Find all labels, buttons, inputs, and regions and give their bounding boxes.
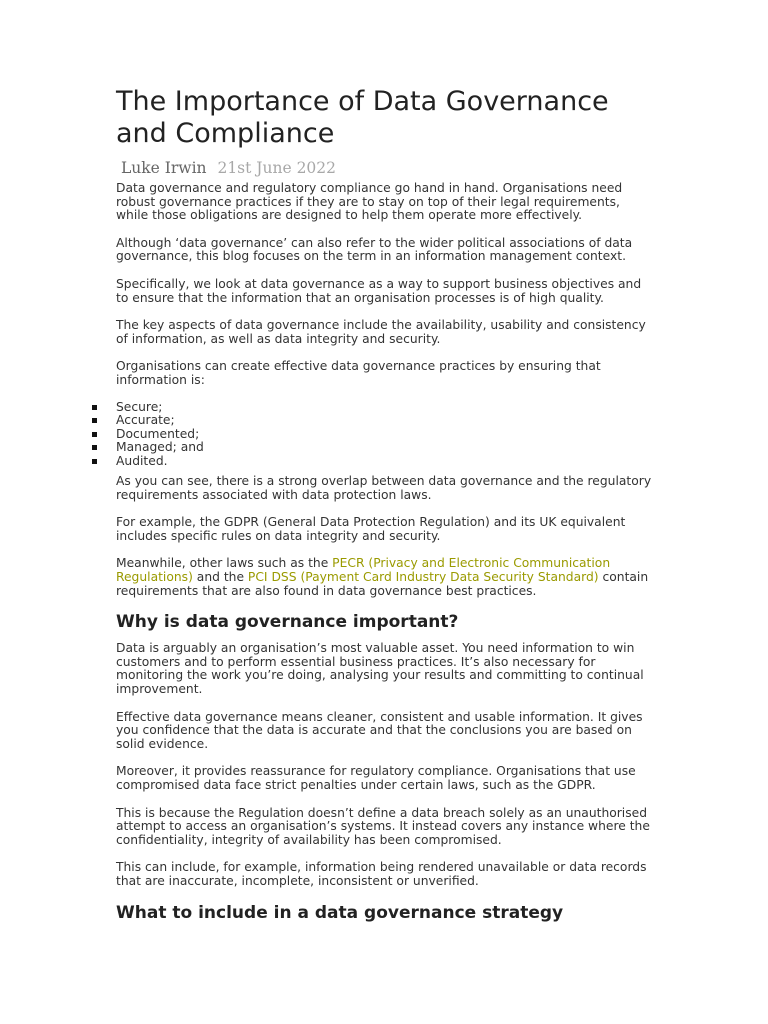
paragraph: Moreover, it provides reassurance for regulatory compliance. Organisations that use compromised data face strict penalties under certain laws, such as the GDPR. [116,764,636,792]
square-bullet-icon [92,445,97,450]
laws-paragraph [116,557,656,598]
article-title: The Importance of Data Governance and Compliance [116,86,609,149]
paragraph: Data is arguably an organisation’s most valuable asset. You need information to win customers and to perform essential business practices. It’s also necessary for monitoring the work you’re doing, analysing your results and committing to continual improvement. [116,641,644,696]
author-name[interactable]: Luke Irwin [121,159,207,177]
paragraph: As you can see, there is a strong overlap between data governance and the regulatory requirements associated with data protection laws. [116,474,652,502]
paragraph: This is because the Regulation doesn’t define a data breach solely as an unauthorised attempt to access an organisation’s systems. It instead covers any instance where the confidentiality, integrity of availability has been compromised. [116,805,650,847]
paragraph: For example, the GDPR (General Data Protection Regulation) and its UK equivalent includes specific rules on data integrity and security. [116,515,626,543]
list-item-text: Managed; and [116,440,204,455]
paragraph: Organisations can create effective data governance practices by ensuring that information is: [116,359,601,387]
paragraph: Data governance and regulatory compliance go hand in hand. Organisations need robust governance practices if they are to stay on top of their legal requirements, while those obligations are designed to help them operate more effectively. [116,181,623,223]
laws-text-prefix: Meanwhile, other laws such as the [116,556,333,571]
list-item [90,455,656,469]
article-meta [116,159,656,177]
article [116,86,656,933]
paragraph: Effective data governance means cleaner, consistent and usable information. It gives you confidence that the data is accurate and that the conclusions you are based on solid evidence. [116,709,643,751]
list-item-text: Audited. [116,453,168,468]
paragraph: Specifically, we look at data governance as a way to support business objectives and to ensure that the information that an organisation processes is of high quality. [116,276,642,305]
list-item-text: Secure; [116,399,163,414]
list-item [90,428,656,442]
paragraph: The key aspects of data governance include the availability, usability and consistency of information, as well as data integrity and security. [116,318,646,346]
paragraph: Although ‘data governance’ can also refer to the wider political associations of data governance, this blog focuses on the term in an information management context. [116,235,633,264]
section-heading: Why is data governance important? [116,612,459,633]
pecr-link[interactable]: PECR (Privacy and Electronic Communication Regulations) [116,556,611,584]
pci-dss-link[interactable]: PCI DSS (Payment Card Industry Data Security Standard) [247,570,599,584]
square-bullet-icon [92,418,97,423]
section-heading: What to include in a data governance strategy [116,902,564,923]
publish-date: 21st June 2022 [217,159,337,177]
list-item [90,441,656,455]
list-item [90,401,656,415]
list-item-text: Accurate; [116,413,175,428]
laws-text-suffix: contain requirements that are also found in data governance best practices. [116,570,649,598]
paragraph: This can include, for example, information being rendered unavailable or data records that are inaccurate, incomplete, inconsistent or unverified. [116,860,647,888]
bullet-list [90,401,656,469]
list-item [90,414,656,428]
list-item-text: Documented; [116,426,200,441]
square-bullet-icon [92,459,97,464]
square-bullet-icon [92,405,97,410]
square-bullet-icon [92,432,97,437]
laws-text-middle: and the [192,570,248,584]
